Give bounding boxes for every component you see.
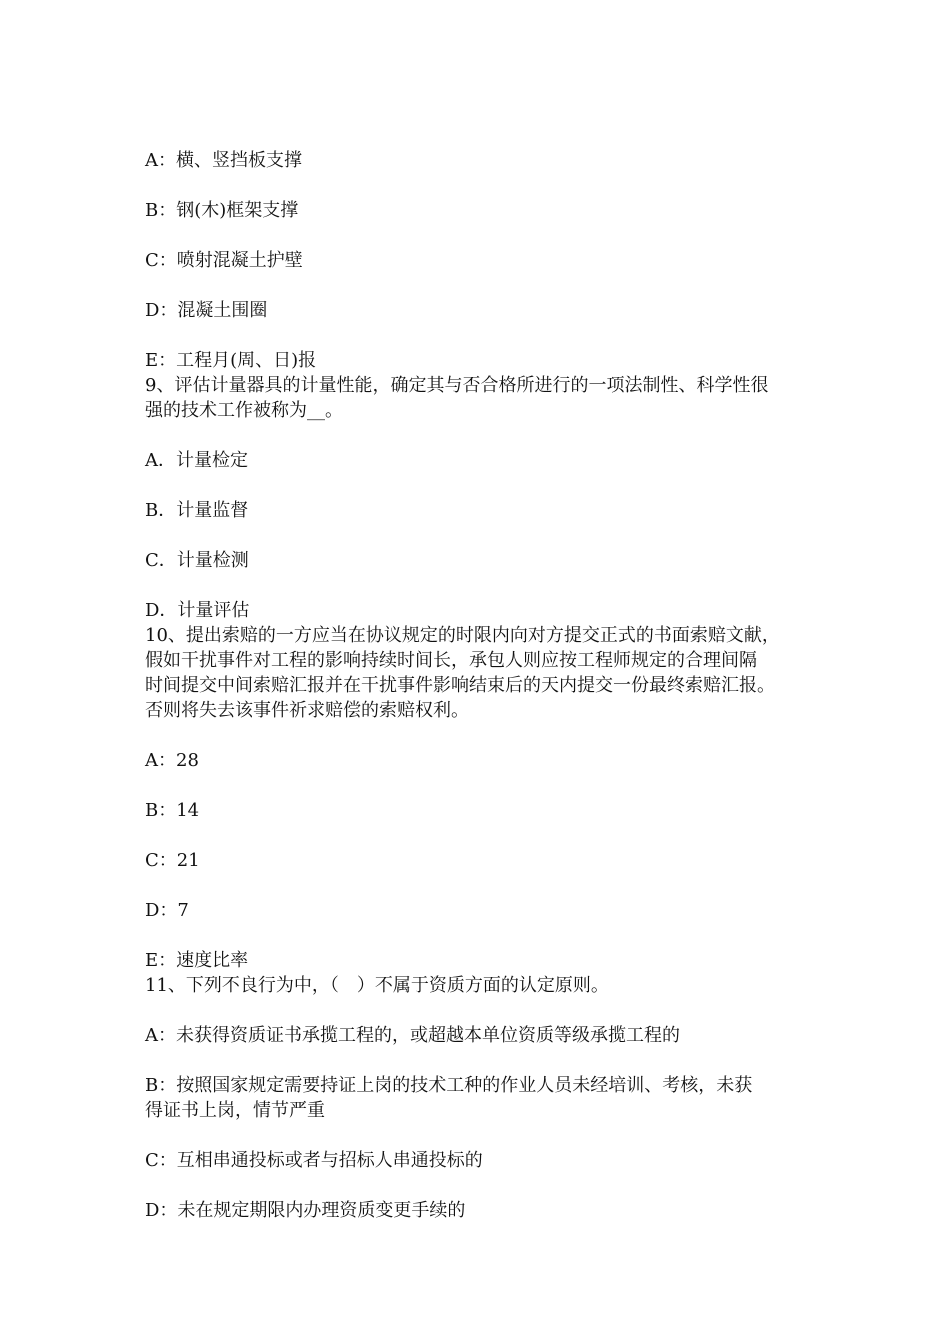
question-9-text-line-1: 9、评估计量器具的计量性能，确定其与否合格所进行的一项法制性、科学性很 xyxy=(145,375,769,396)
question-11-text: 11、下列不良行为中，（ ）不属于资质方面的认定原则。 xyxy=(145,975,609,996)
option-a: A：横、竖挡板支撑 xyxy=(145,150,302,171)
option-c: C：喷射混凝土护壁 xyxy=(145,250,303,271)
question-10-text-line-1: 10、提出索赔的一方应当在协议规定的时限内向对方提交正式的书面索赔文献， xyxy=(145,625,780,646)
question-10-option-e: E：速度比率 xyxy=(145,950,249,971)
option-b: B：钢(木)框架支撑 xyxy=(145,200,299,221)
question-9-option-b: B．计量监督 xyxy=(145,500,249,521)
question-9-option-a: A．计量检定 xyxy=(145,450,248,471)
question-11-option-b-line-2: 得证书上岗，情节严重 xyxy=(145,1100,325,1121)
question-10-option-c: C：21 xyxy=(145,850,200,871)
question-10-text-line-2: 假如干扰事件对工程的影响持续时间长，承包人则应按工程师规定的合理间隔 xyxy=(145,650,757,671)
question-9-option-d: D．计量评估 xyxy=(145,600,250,621)
question-10-option-d: D：7 xyxy=(145,900,189,921)
question-9-option-c: C．计量检测 xyxy=(145,550,249,571)
question-11-option-c: C：互相串通投标或者与招标人串通投标的 xyxy=(145,1150,483,1171)
question-10-text-line-3: 时间提交中间索赔汇报并在干扰事件影响结束后的天内提交一份最终索赔汇报。 xyxy=(145,675,775,696)
question-10-option-a: A：28 xyxy=(145,750,199,771)
question-11-option-b-line-1: B：按照国家规定需要持证上岗的技术工种的作业人员未经培训、考核，未获 xyxy=(145,1075,753,1096)
question-10-text-line-4: 否则将失去该事件祈求赔偿的索赔权利。 xyxy=(145,700,469,721)
question-10-option-b: B：14 xyxy=(145,800,200,821)
question-11-option-d: D：未在规定期限内办理资质变更手续的 xyxy=(145,1200,466,1221)
question-11-option-a: A：未获得资质证书承揽工程的，或超越本单位资质等级承揽工程的 xyxy=(145,1025,680,1046)
option-d: D：混凝土围圈 xyxy=(145,300,268,321)
option-e: E：工程月(周、日)报 xyxy=(145,350,317,371)
question-9-text-line-2: 强的技术工作被称为__。 xyxy=(145,400,343,421)
